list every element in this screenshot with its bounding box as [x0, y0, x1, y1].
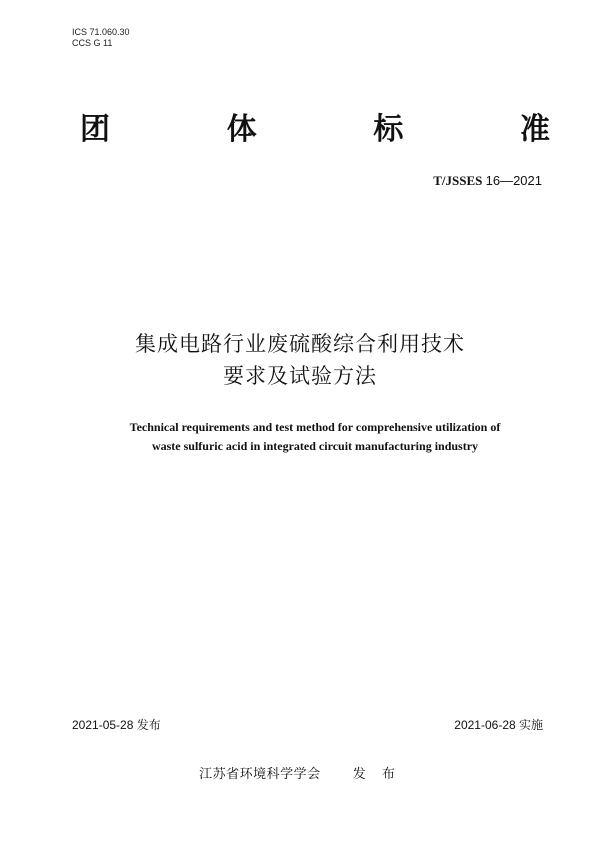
publisher-organization: 江苏省环境科学学会: [199, 767, 321, 782]
chinese-title: [0, 328, 600, 392]
english-title-line-2: waste sulfuric acid in integrated circuit manufacturing industry: [151, 439, 479, 453]
classification-codes: [72, 27, 130, 49]
standard-type-char: 体: [226, 112, 257, 147]
ccs-code: CCS G 11: [72, 38, 113, 48]
english-title: [0, 418, 600, 456]
standard-type-char: 准: [519, 112, 550, 147]
implementation-date: 2021-06-28 实施: [454, 718, 543, 732]
chinese-title-line-2: 要求及试验方法: [223, 364, 377, 388]
standard-number-value: 16—2021: [485, 173, 542, 188]
publisher-line: [0, 763, 600, 782]
issue-date: 2021-05-28 发布: [72, 718, 161, 732]
standard-type-heading: [80, 112, 550, 148]
chinese-title-line-1: 集成电路行业废硫酸综合利用技术: [135, 332, 465, 356]
standard-number-prefix: T/JSSES: [433, 173, 483, 188]
standard-type-char: 团: [80, 112, 110, 147]
standard-type-char: 标: [373, 112, 404, 147]
standard-number: [433, 173, 542, 189]
english-title-line-1: Technical requirements and test method for comprehensive utilization of: [129, 420, 501, 434]
ics-code: ICS 71.060.30: [72, 27, 130, 37]
publisher-action: 发 布: [352, 767, 401, 782]
